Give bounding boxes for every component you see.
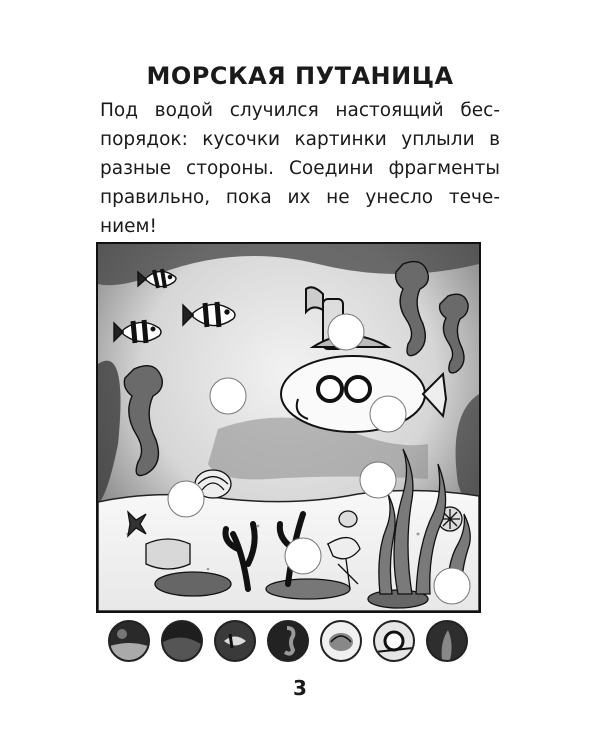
puzzle-pieces-row (98, 620, 478, 664)
seaweed-piece-icon[interactable] (426, 620, 468, 662)
puzzle-picture (96, 242, 481, 613)
fish-piece-icon[interactable] (214, 620, 256, 662)
instruction-line: Под водой случился настоящий бес- (100, 100, 500, 121)
seafloor-piece-icon[interactable] (108, 620, 150, 662)
instruction-text (100, 96, 500, 241)
seahorse-piece-icon[interactable] (267, 620, 309, 662)
instruction-line: правильно, пока их не унесло тече- (100, 187, 500, 208)
porthole-piece-icon[interactable] (373, 620, 415, 662)
instruction-line: разные стороны. Соедини фрагменты (100, 158, 500, 179)
underwater-scene (98, 244, 479, 611)
page-number: 3 (293, 676, 307, 700)
page-title: МОРСКАЯ ПУТАНИЦА (146, 62, 454, 90)
shell-piece-icon[interactable] (320, 620, 362, 662)
dark-water-piece-icon[interactable] (161, 620, 203, 662)
instruction-line: нием! (100, 216, 157, 237)
instruction-line: порядок: кусочки картинки уплыли в (100, 129, 500, 150)
